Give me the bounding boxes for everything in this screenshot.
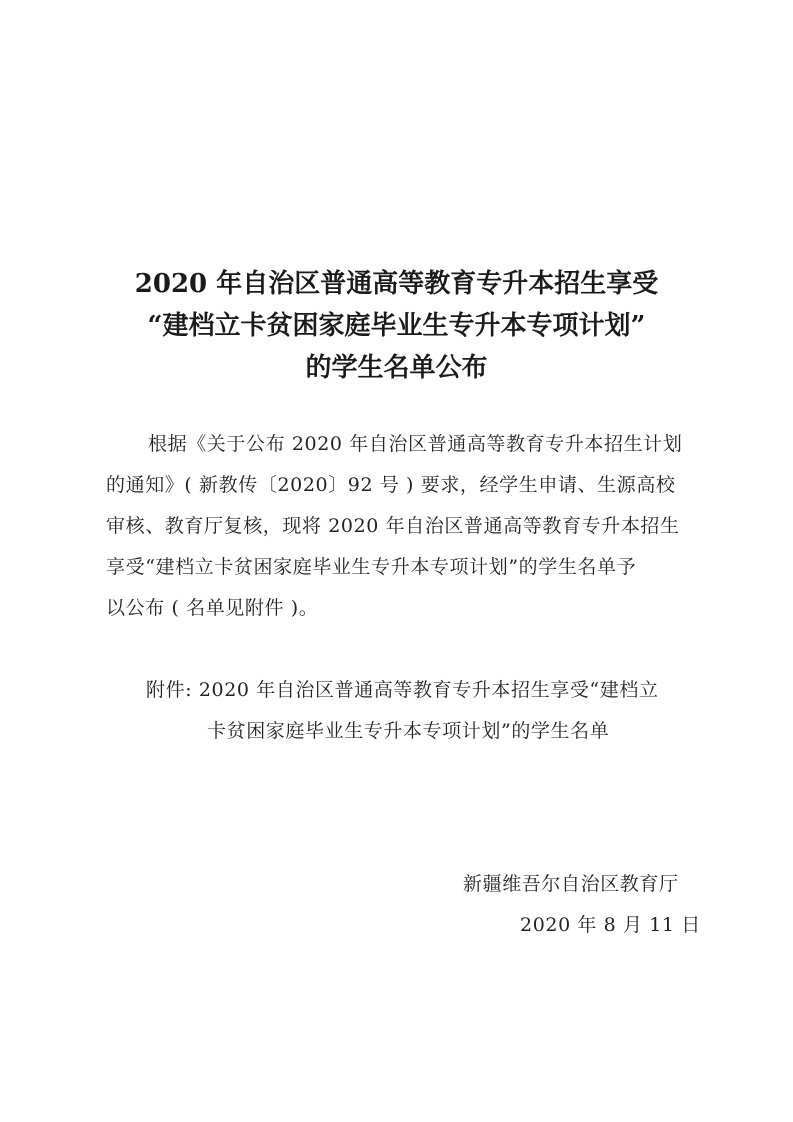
body-paragraph-line-3: 审核、教育厅复核，现将 2020 年自治区普通高等教育专升本招生: [106, 515, 680, 537]
body-paragraph-line-1: 根据《关于公布 2020 年自治区普通高等教育专升本招生计划: [148, 433, 683, 455]
attachment-line-1: 附件: 2020 年自治区普通高等教育专升本招生享受“建档立: [146, 679, 659, 701]
signature-organization: 新疆维吾尔自治区教育厅: [463, 873, 679, 895]
body-paragraph-line-5: 以公布 ( 名单见附件 )。: [106, 597, 319, 619]
body-paragraph-line-4: 享受“建档立卡贫困家庭毕业生专升本专项计划”的学生名单予: [106, 556, 637, 578]
body-paragraph-line-2: 的通知》( 新教传〔2020〕92 号 ) 要求，经学生申请、生源高校: [106, 474, 676, 496]
document-title-line-2: “建档立卡贫困家庭毕业生专升本专项计划”: [147, 311, 646, 341]
attachment-line-2: 卡贫困家庭毕业生专升本专项计划”的学生名单: [207, 720, 610, 742]
document-title-line-3: 的学生名单公布: [305, 353, 488, 383]
document-title-line-1: 2020 年自治区普通高等教育专升本招生享受: [134, 269, 659, 299]
signature-date: 2020 年 8 月 11 日: [520, 914, 701, 936]
